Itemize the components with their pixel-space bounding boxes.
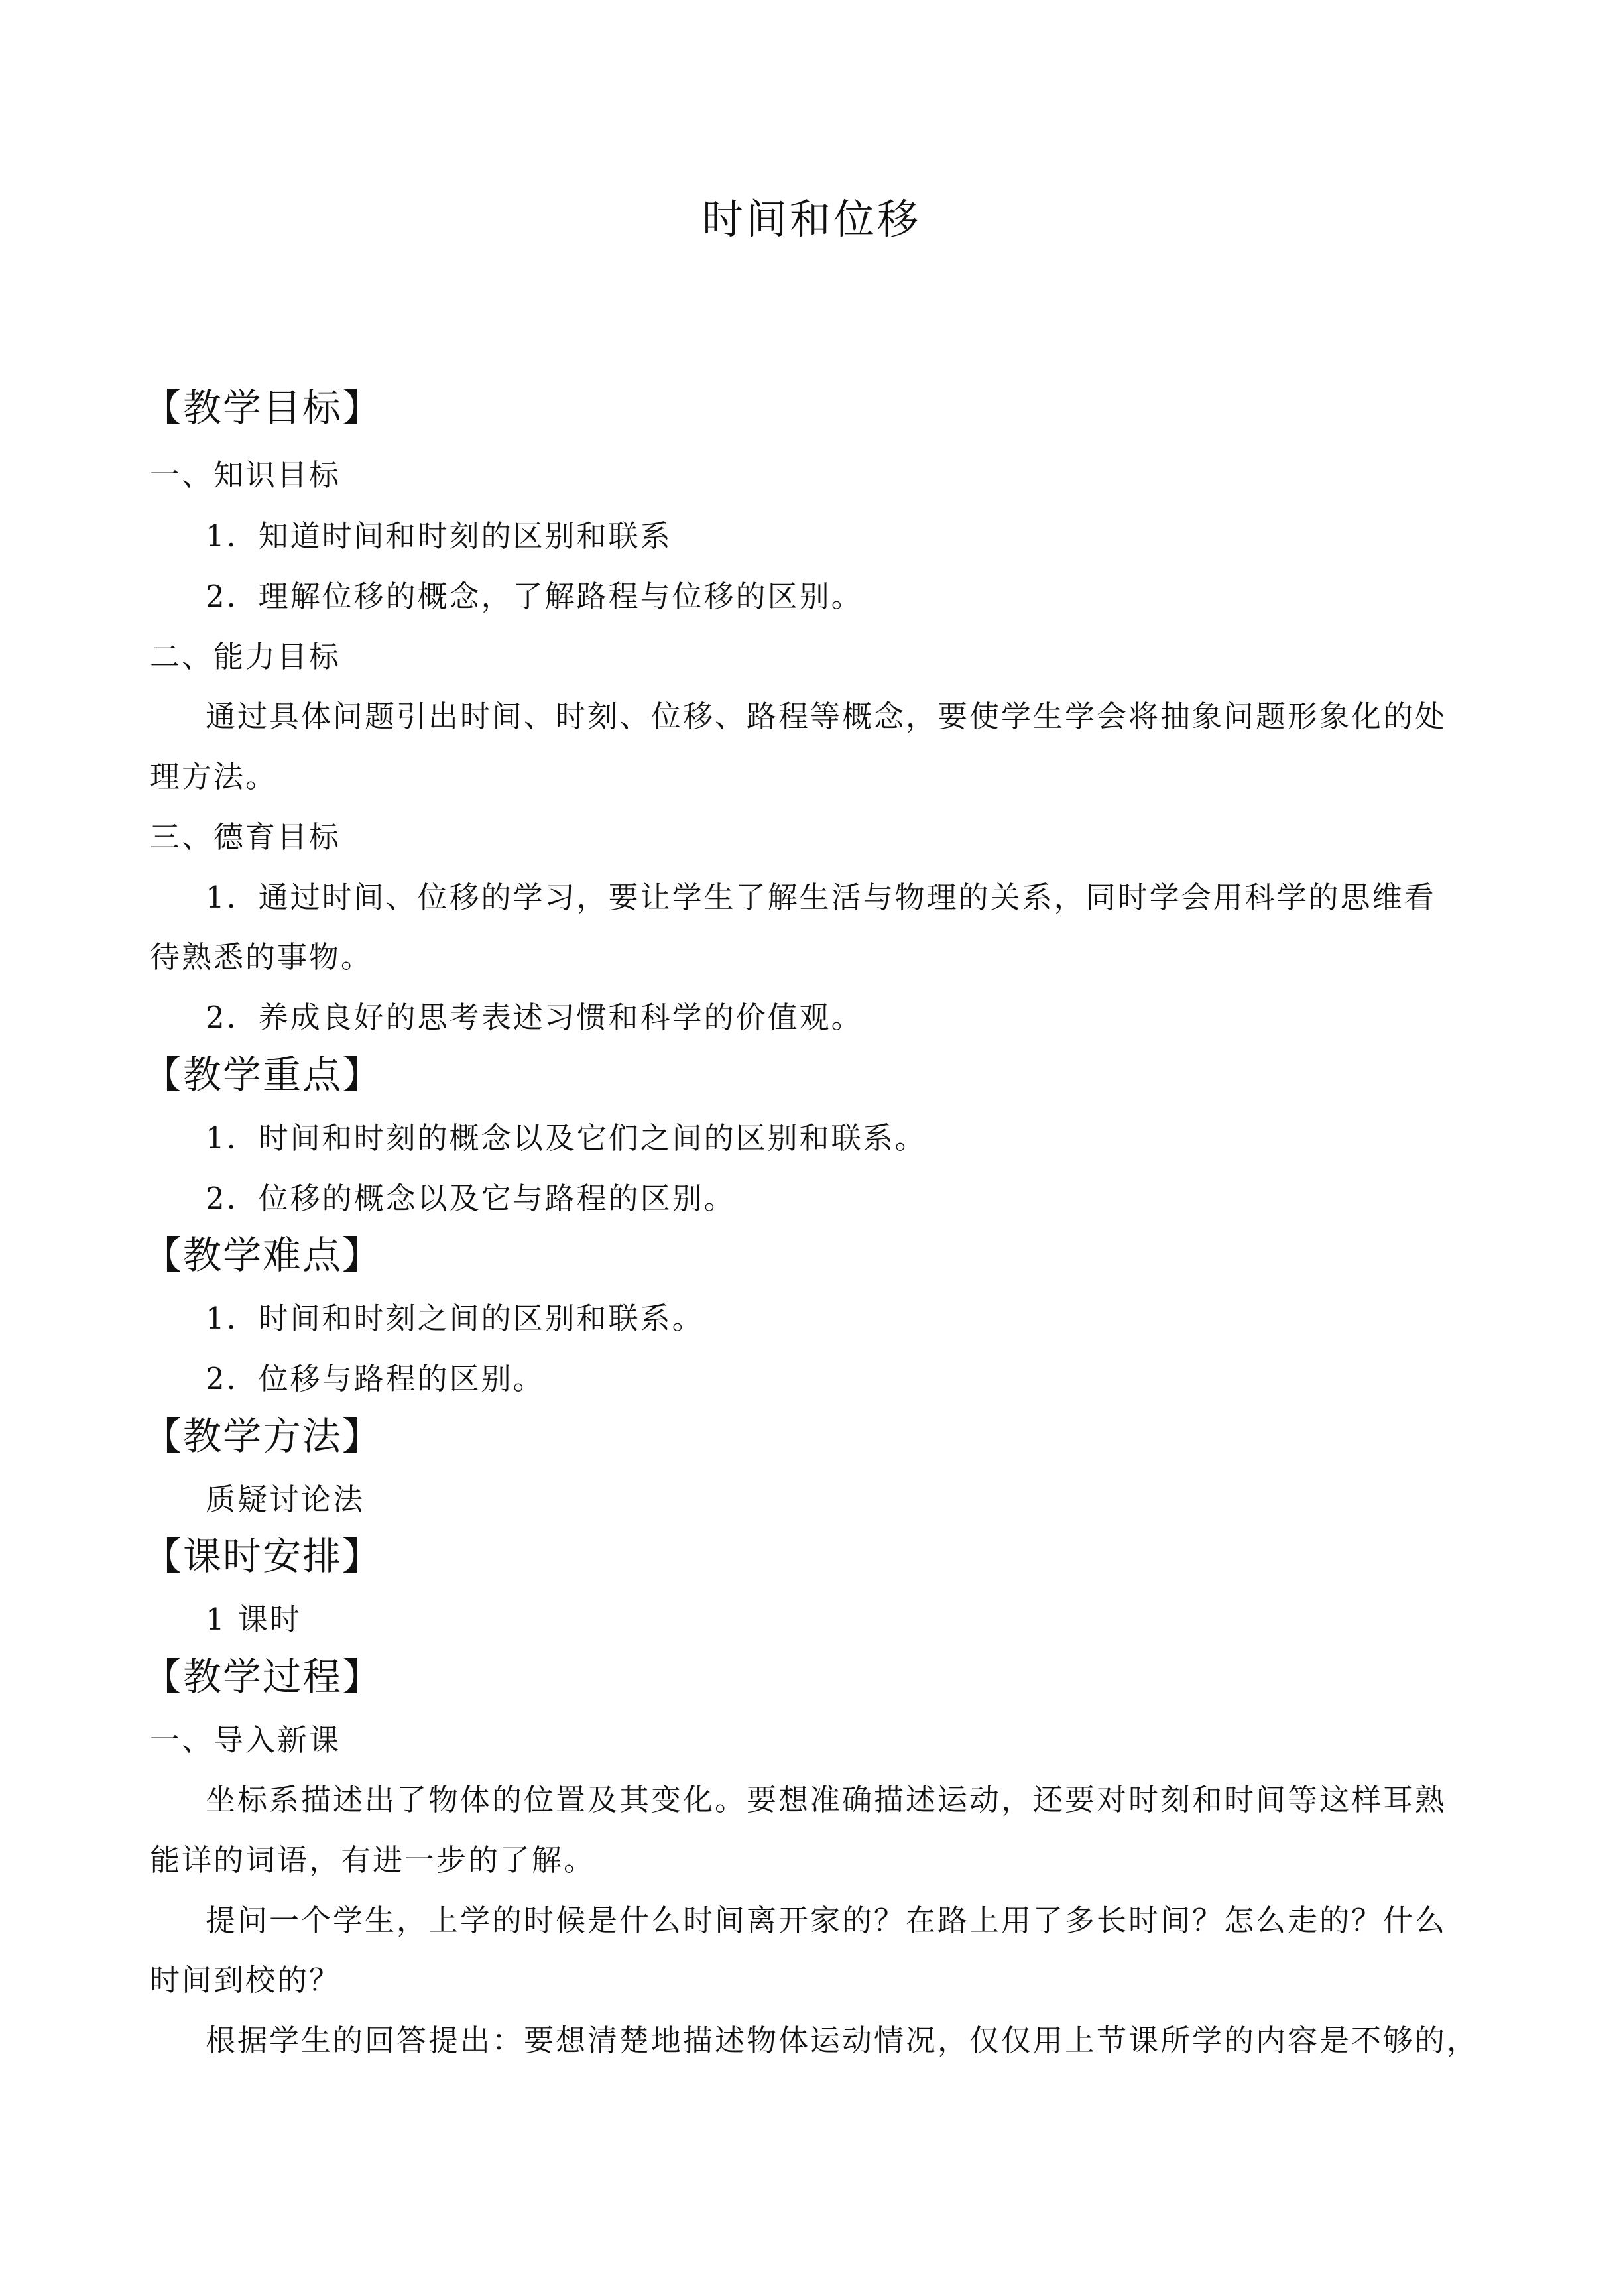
document-title: 时间和位移: [701, 195, 921, 243]
intro-paragraph-3-line-1: 根据学生的回答提出：要想清楚地描述物体运动情况，仅仅用上节课所学的内容是不够的，: [206, 2023, 1479, 2058]
moral-goal-2: 2．养成良好的思考表述习惯和科学的价值观。: [206, 1000, 863, 1035]
moral-goal-1-line-1: 1．通过时间、位移的学习，要让学生了解生活与物理的关系，同时学会用科学的思维看: [206, 880, 1436, 915]
intro-paragraph-2-line-2: 时间到校的？: [150, 1963, 341, 1998]
section-heading-teaching-goals: 【教学目标】: [143, 385, 383, 430]
subsection-knowledge-goals: 一、知识目标: [150, 457, 341, 493]
difficulty-1: 1．时间和时刻之间的区别和联系。: [206, 1301, 704, 1336]
knowledge-goal-1: 1．知道时间和时刻的区别和联系: [206, 518, 672, 554]
difficulty-2: 2．位移与路程的区别。: [206, 1361, 545, 1396]
ability-goal-text-line-2: 理方法。: [150, 759, 278, 794]
intro-paragraph-2-line-1: 提问一个学生，上学的时候是什么时间离开家的？在路上用了多长时间？怎么走的？什么: [206, 1903, 1447, 1938]
key-point-1: 1．时间和时刻的概念以及它们之间的区别和联系。: [206, 1120, 927, 1156]
subsection-moral-goals: 三、德育目标: [150, 819, 341, 855]
section-heading-teaching-process: 【教学过程】: [143, 1654, 383, 1699]
moral-goal-1-line-2: 待熟悉的事物。: [150, 939, 373, 975]
subsection-ability-goals: 二、能力目标: [150, 639, 341, 674]
knowledge-goal-2: 2．理解位移的概念，了解路程与位移的区别。: [206, 579, 863, 614]
subsection-introduction: 一、导入新课: [150, 1722, 341, 1758]
section-heading-difficulties: 【教学难点】: [143, 1233, 383, 1278]
key-point-2: 2．位移的概念以及它与路程的区别。: [206, 1181, 736, 1216]
ability-goal-text-line-1: 通过具体问题引出时间、时刻、位移、路程等概念，要使学生学会将抽象问题形象化的处: [206, 699, 1447, 734]
section-heading-teaching-method: 【教学方法】: [143, 1414, 383, 1459]
intro-paragraph-1-line-1: 坐标系描述出了物体的位置及其变化。要想准确描述运动，还要对时刻和时间等这样耳熟: [206, 1782, 1447, 1817]
section-heading-class-schedule: 【课时安排】: [143, 1534, 383, 1579]
section-heading-key-points: 【教学重点】: [143, 1052, 383, 1097]
class-schedule-text: 1 课时: [206, 1602, 302, 1637]
teaching-method-text: 质疑讨论法: [206, 1482, 365, 1517]
intro-paragraph-1-line-2: 能详的词语，有进一步的了解。: [150, 1843, 596, 1878]
